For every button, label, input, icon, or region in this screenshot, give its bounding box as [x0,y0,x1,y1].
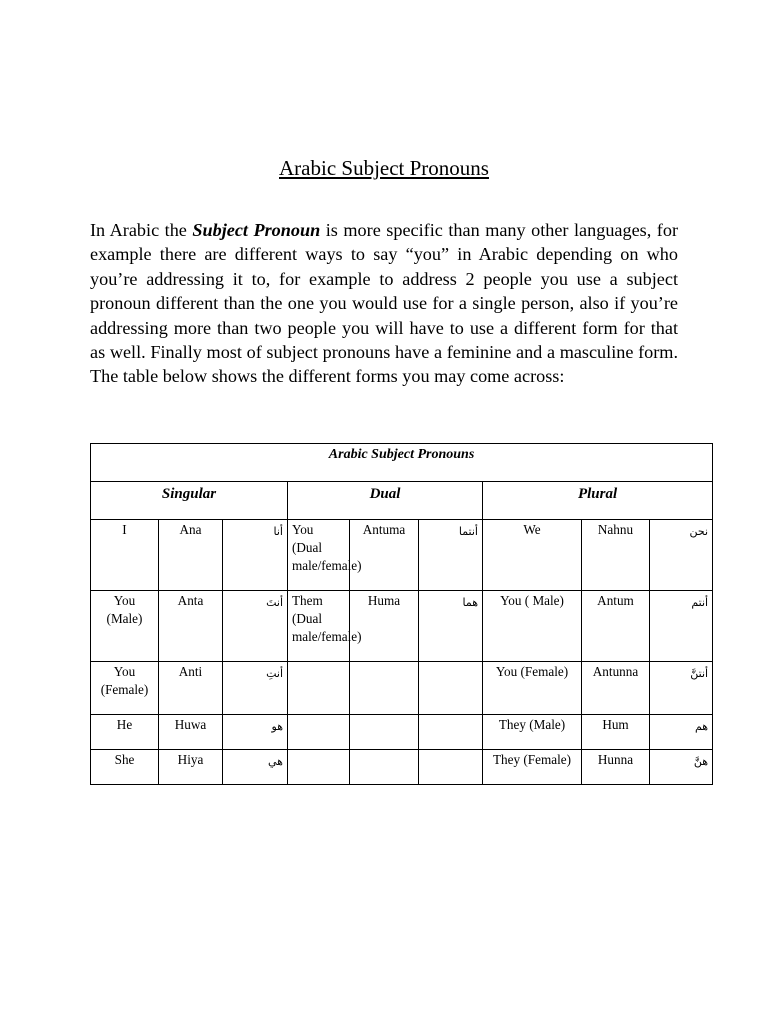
plural-english: You ( Male) [483,591,582,662]
singular-arabic: هو [223,715,288,750]
table-row [91,520,713,591]
dual-transliteration: Huma [350,591,419,662]
singular-english: I [91,520,159,591]
dual-english: Them (Dual male/female) [288,591,350,662]
pronoun-table [90,443,713,785]
plural-transliteration: Hum [582,715,650,750]
plural-arabic: أنتم [650,591,713,662]
group-header-dual: Dual [288,482,483,520]
dual-arabic: هما [419,591,483,662]
group-header-plural: Plural [483,482,713,520]
page-title: Arabic Subject Pronouns [279,156,489,180]
intro-paragraph [90,218,678,389]
subject-pronoun-emphasis: Subject Pronoun [192,220,321,240]
plural-english: We [483,520,582,591]
singular-english: She [91,750,159,785]
plural-english: They (Female) [483,750,582,785]
intro-text-after: is more specific than many other languages, for example there are different ways to say “you” in Arabic depending on who you’re addressing it to, for example to address 2 people you use a subject pronoun different than the one you would use for a single person, also if you’re addressing more than two people you will have to use a different form for that as well. Finally most of subject pronouns have a feminine and a masculine form. The table below shows the different forms you may come across: [90,220,678,387]
singular-arabic: هي [223,750,288,785]
dual-english [288,715,350,750]
dual-english [288,750,350,785]
singular-arabic: أنا [223,520,288,591]
dual-arabic [419,750,483,785]
dual-transliteration: Antuma [350,520,419,591]
singular-transliteration: Anti [159,662,223,715]
singular-transliteration: Ana [159,520,223,591]
dual-transliteration [350,750,419,785]
singular-transliteration: Anta [159,591,223,662]
plural-transliteration: Hunna [582,750,650,785]
dual-english: You (Dual male/female) [288,520,350,591]
plural-arabic: أنتنَّ [650,662,713,715]
plural-transliteration: Antum [582,591,650,662]
table-row [91,662,713,715]
singular-english: You (Female) [91,662,159,715]
table-row [91,750,713,785]
singular-transliteration: Huwa [159,715,223,750]
group-header-singular: Singular [91,482,288,520]
plural-arabic: هم [650,715,713,750]
intro-text-before: In Arabic the [90,220,193,240]
table-row [91,591,713,662]
singular-english: He [91,715,159,750]
dual-transliteration [350,715,419,750]
dual-arabic: أنتما [419,520,483,591]
dual-english [288,662,350,715]
table-row [91,715,713,750]
plural-english: They (Male) [483,715,582,750]
singular-arabic: أنتِ [223,662,288,715]
dual-arabic [419,662,483,715]
plural-arabic: نحن [650,520,713,591]
plural-transliteration: Nahnu [582,520,650,591]
dual-arabic [419,715,483,750]
dual-transliteration [350,662,419,715]
plural-arabic: هنَّ [650,750,713,785]
singular-arabic: أنتَ [223,591,288,662]
singular-transliteration: Hiya [159,750,223,785]
singular-english: You (Male) [91,591,159,662]
table-caption: Arabic Subject Pronouns [91,444,713,482]
plural-english: You (Female) [483,662,582,715]
plural-transliteration: Antunna [582,662,650,715]
